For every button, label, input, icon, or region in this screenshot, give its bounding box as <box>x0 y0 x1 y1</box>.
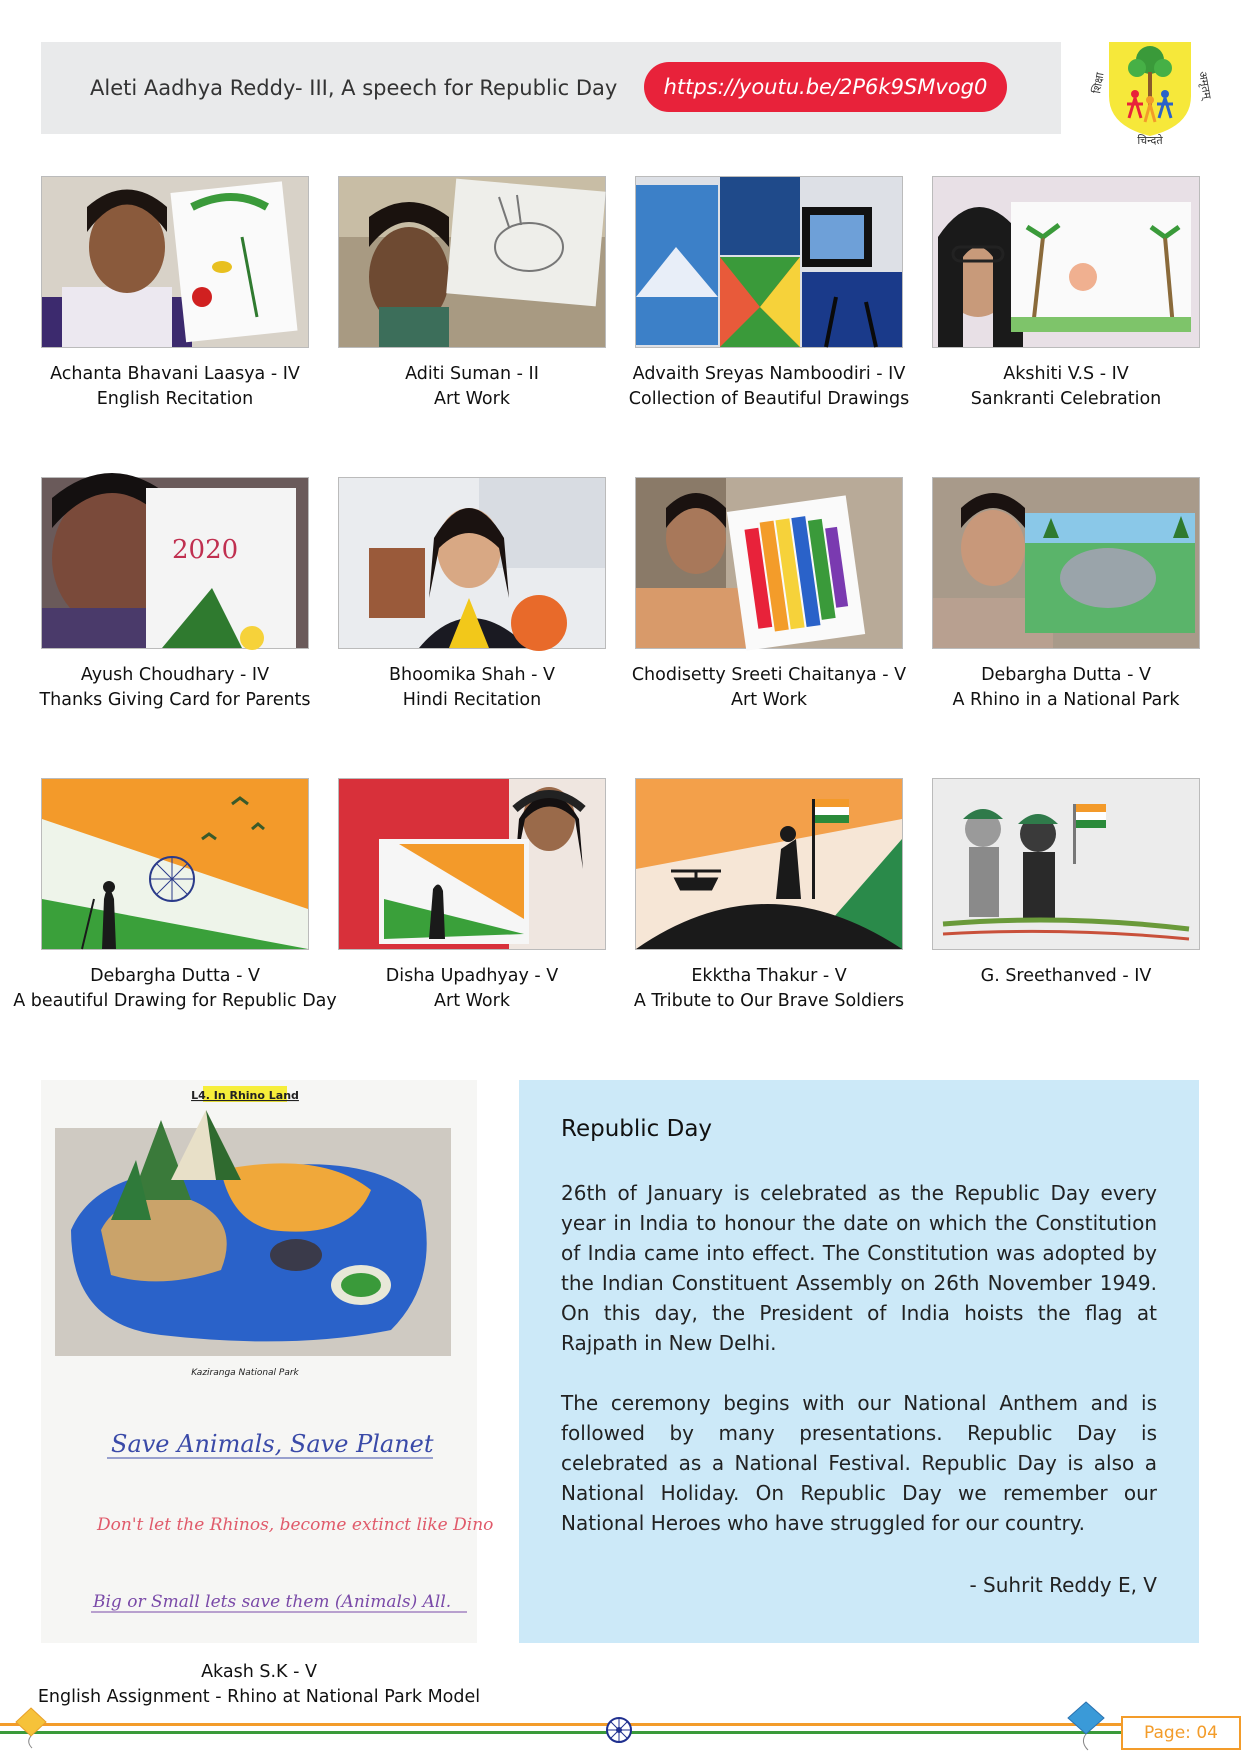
gallery-caption-11 <box>599 964 939 1014</box>
student-name: Chodisetty Sreeti Chaitanya - V <box>631 665 907 685</box>
work-title: Hindi Recitation <box>402 690 542 710</box>
school-logo <box>1090 36 1214 147</box>
handwritten-line-2: Don't let the Rhinos, become extinct like Dino <box>97 1515 494 1535</box>
photo-republic-day-drawing <box>41 778 309 950</box>
student-name: Aditi Suman - II <box>405 364 539 384</box>
gallery-caption-2 <box>302 362 642 412</box>
school-tree-logo-icon <box>1090 36 1214 147</box>
essay-author: - Suhrit Reddy E, V <box>969 1573 1157 1597</box>
gallery-caption-3 <box>599 362 939 412</box>
gallery-caption-8 <box>896 663 1236 713</box>
work-title: Thanks Giving Card for Parents <box>39 690 311 710</box>
gallery-caption-12 <box>896 964 1236 989</box>
rhino-photo-caption: Kaziranga National Park <box>191 1368 299 1378</box>
work-title: A Rhino in a National Park <box>952 690 1180 710</box>
photo-tribute-to-soldiers <box>635 778 903 950</box>
photo-english-recitation <box>41 176 309 348</box>
essay-paragraph: The ceremony begins with our National Anthem and is followed by many presentations. Republic Day is celebrated as a National Festival. Republic Day is also a National Holiday. On Republic Day we remember our National Heroes who have struggled for our country. <box>561 1391 1157 1535</box>
photo-art-work-rabbit <box>338 176 606 348</box>
student-name: Disha Upadhyay - V <box>385 966 559 986</box>
youtube-link[interactable]: https://youtu.be/2P6k9SMvog0 <box>644 62 1007 112</box>
republic-day-essay <box>519 1080 1199 1643</box>
essay-title: Republic Day <box>561 1116 713 1142</box>
essay-paragraph: 26th of January is celebrated as the Republic Day every year in India to honour the date on which the Constitution of India came into effect. The Constitution was adopted by the Indian Constituent Assembly on 26th November 1949. On this day, the President of India hoists the flag at Rajpath in New Delhi. <box>561 1181 1157 1355</box>
photo-hindi-recitation <box>338 477 606 649</box>
student-name: Achanta Bhavani Laasya - IV <box>50 364 300 384</box>
handwritten-line-1: Save Animals, Save Planet <box>111 1430 434 1458</box>
logo-text-bottom: चिन्दते <box>1137 134 1163 147</box>
work-title: Sankranti Celebration <box>970 389 1162 409</box>
gallery-caption-9 <box>5 964 345 1014</box>
kite-icon-right <box>1066 1700 1106 1752</box>
work-title: Collection of Beautiful Drawings <box>628 389 910 409</box>
student-name: Debargha Dutta - V <box>90 966 260 986</box>
photo-art-work-republic <box>338 778 606 950</box>
rhino-caption <box>20 1660 498 1710</box>
page-number: Page: 04 <box>1121 1716 1241 1750</box>
student-name: Bhoomika Shah - V <box>389 665 555 685</box>
work-title: A beautiful Drawing for Republic Day <box>13 991 337 1011</box>
gallery-caption-1 <box>5 362 345 412</box>
essay-body <box>561 1178 1157 1568</box>
kite-icon-left <box>14 1706 48 1750</box>
student-name: Debargha Dutta - V <box>981 665 1151 685</box>
video-banner <box>41 42 1061 134</box>
work-title: Art Work <box>731 690 807 710</box>
student-name: Ekktha Thakur - V <box>691 966 847 986</box>
work-title: English Recitation <box>96 389 254 409</box>
gallery-caption-10 <box>302 964 642 1014</box>
gallery-caption-4 <box>896 362 1236 412</box>
logo-text-left: शिक्षा <box>1090 71 1107 95</box>
photo-collection-of-drawings <box>635 176 903 348</box>
photo-thanks-giving-card <box>41 477 309 649</box>
gallery-caption-7 <box>599 663 939 713</box>
student-name: Advaith Sreyas Namboodiri - IV <box>632 364 906 384</box>
work-title: Art Work <box>434 991 510 1011</box>
logo-text-right: अमृतम् <box>1196 70 1214 100</box>
work-title: Art Work <box>434 389 510 409</box>
rhino-heading: L4. In Rhino Land <box>191 1089 299 1102</box>
rhino-assignment-image <box>41 1080 494 1643</box>
gallery-caption-6 <box>302 663 642 713</box>
svg-text:2020: 2020 <box>172 535 239 565</box>
work-title: A Tribute to Our Brave Soldiers <box>633 991 905 1011</box>
photo-art-work-fish <box>635 477 903 649</box>
student-name: Akshiti V.S - IV <box>1003 364 1129 384</box>
ashoka-chakra-icon <box>605 1716 633 1744</box>
photo-soldiers-drawing <box>932 778 1200 950</box>
photo-sankranti-celebration <box>932 176 1200 348</box>
photo-rhino-national-park <box>932 477 1200 649</box>
handwritten-line-3: Big or Small lets save them (Animals) All. <box>93 1592 452 1612</box>
gallery-caption-5 <box>5 663 345 713</box>
student-name: Akash S.K - V <box>201 1662 317 1682</box>
banner-text: Aleti Aadhya Reddy- III, A speech for Republic Day <box>90 76 618 100</box>
work-title: English Assignment - Rhino at National Park Model <box>37 1687 481 1707</box>
student-name: G. Sreethanved - IV <box>980 966 1152 986</box>
student-name: Ayush Choudhary - IV <box>80 665 270 685</box>
